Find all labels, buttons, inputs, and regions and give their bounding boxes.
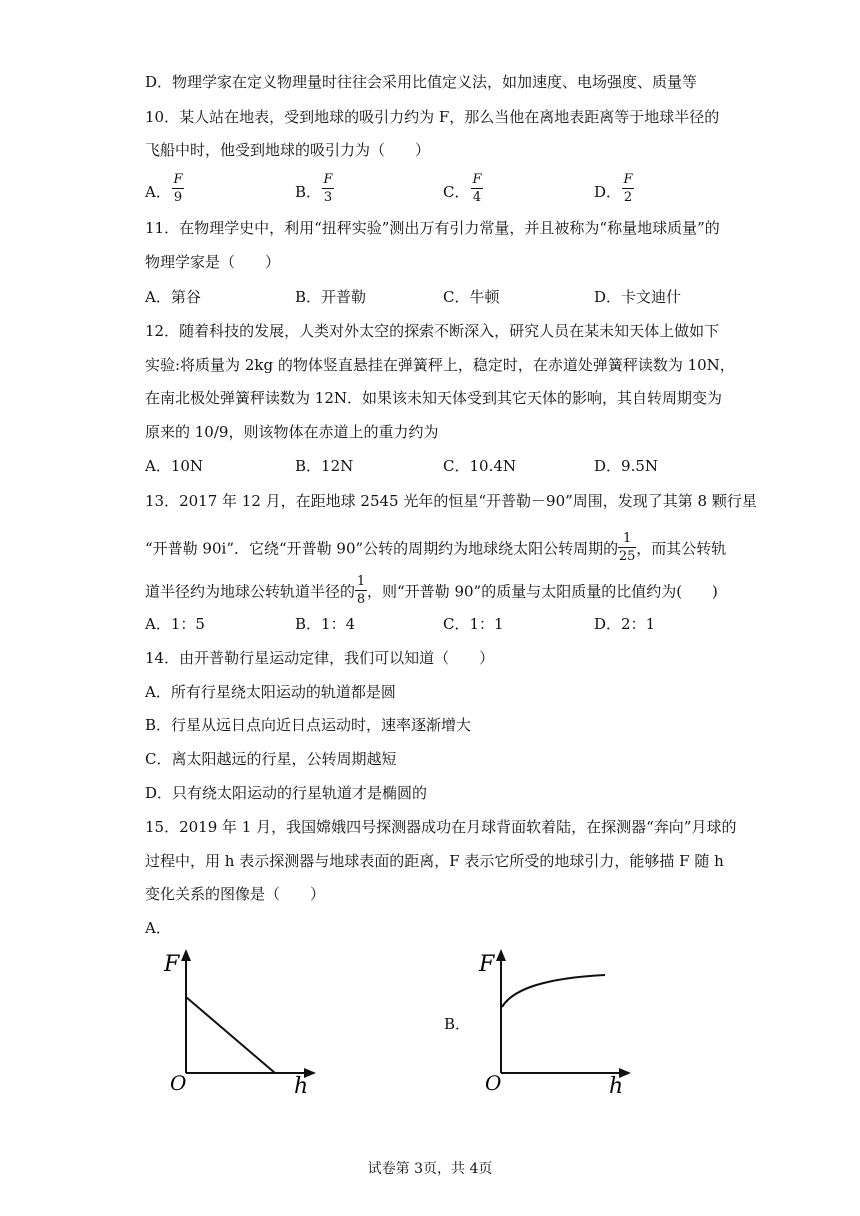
page-footer: 试卷第 3页，共 4页 [367,1161,493,1177]
graph-b [475,945,635,1095]
q10-stem-1: 10．某人站在地表，受到地球的吸引力约为 F，那么当他在离地表距离等于地球半径的 [145,108,720,126]
fraction: $\frac{1}{8}$ [356,574,366,607]
graph-b-curve [502,975,605,1007]
q11-option-b: B．开普勒 [295,288,367,306]
q12-option-c: C．10.4N [443,457,517,475]
q13-stem-2: “开普勒 90i”．它绕“开普勒 90”公转的周期约为地球绕太阳公转周期的 $\frac{1}{25}$ ，而其公转轨 [145,531,727,564]
q13-stem-1: 13．2017 年 12 月，在距地球 2545 光年的恒星“开普勒－90”周围，发现了其第 8 颗行星 [145,492,757,510]
q12-option-b: B．12N [295,457,354,475]
q12-stem-4: 原来的 10/9，则该物体在赤道上的重力约为 [145,423,439,441]
q11-stem-2: 物理学家是（ ） [145,253,281,271]
q14-option-c: C．离太阳越远的行星，公转周期越短 [145,750,397,768]
graph-a-origin: O [170,1071,187,1095]
q15-stem-1: 15．2019 年 1 月，我国嫦娥四号探测器成功在月球背面软着陆，在探测器“奔向”月球的 [145,818,737,836]
q11-stem-1: 11．在物理学史中，利用“扭秤实验”测出万有引力常量，并且被称为“称量地球质量”的 [145,219,720,237]
q14-option-b: B．行星从远日点向近日点运动时，速率逐渐增大 [145,716,472,734]
q12-option-d: D．9.5N [594,457,659,475]
q15-stem-2: 过程中，用 h 表示探测器与地球表面的距离，F 表示它所受的地球引力，能够描 F 随 h [145,852,724,870]
fraction: F 9 [173,172,183,205]
q11-option-d: D．卡文迪什 [594,288,682,306]
q13-option-a: A．1：5 [145,615,205,633]
graph-b-x-label: h [609,1074,624,1095]
q11-option-c: C．牛顿 [443,288,500,306]
graph-a [160,945,320,1095]
graph-a-x-label: h [294,1074,309,1095]
q11-option-a: A．第谷 [145,288,201,306]
q15-option-a-label: A． [145,919,171,937]
q14-option-a: A．所有行星绕太阳运动的轨道都是圆 [145,683,396,701]
fraction: F 3 [323,172,333,205]
q15-stem-3: 变化关系的图像是（ ） [145,885,326,903]
q13-option-b: B．1：4 [295,615,356,633]
q14-option-d: D．只有绕太阳运动的行星轨道才是椭圆的 [145,784,428,802]
graph-b-origin: O [485,1071,502,1095]
q14-stem: 14．由开普勒行星运动定律，我们可以知道（ ） [145,649,495,667]
q12-stem-2: 实验:将质量为 2kg 的物体竖直悬挂在弹簧秤上，稳定时，在赤道处弹簧秤读数为 10N， [145,356,735,374]
graph-b-y-label: F [479,952,495,977]
q13-stem-3: 道半径约为地球公转轨道半径的 $\frac{1}{8}$ ，则“开普勒 90”的质量与太阳质量的比值约为( ) [145,574,718,607]
q10-stem-2: 飞船中时，他受到地球的吸引力为（ ） [145,141,431,159]
fraction: F 4 [472,172,482,205]
graph-a-y-label: F [164,952,180,977]
line-q9-option-d: D．物理学家在定义物理量时往往会采用比值定义法，如加速度、电场强度、质量等 [145,73,698,91]
graph-a-line [186,997,275,1073]
q15-option-b-label: B． [444,1015,471,1033]
q13-option-c: C．1：1 [443,615,504,633]
q12-option-a: A．10N [145,457,204,475]
q12-stem-3: 在南北极处弹簧秤读数为 12N．如果该未知天体受到其它天体的影响，其自转周期变为 [145,389,722,407]
q13-option-d: D．2：1 [594,615,656,633]
q12-stem-1: 12．随着科技的发展，人类对外太空的探索不断深入，研究人员在某未知天体上做如下 [145,322,720,340]
fraction: $\frac{1}{25}$ [618,531,636,564]
fraction: F 2 [623,172,633,205]
